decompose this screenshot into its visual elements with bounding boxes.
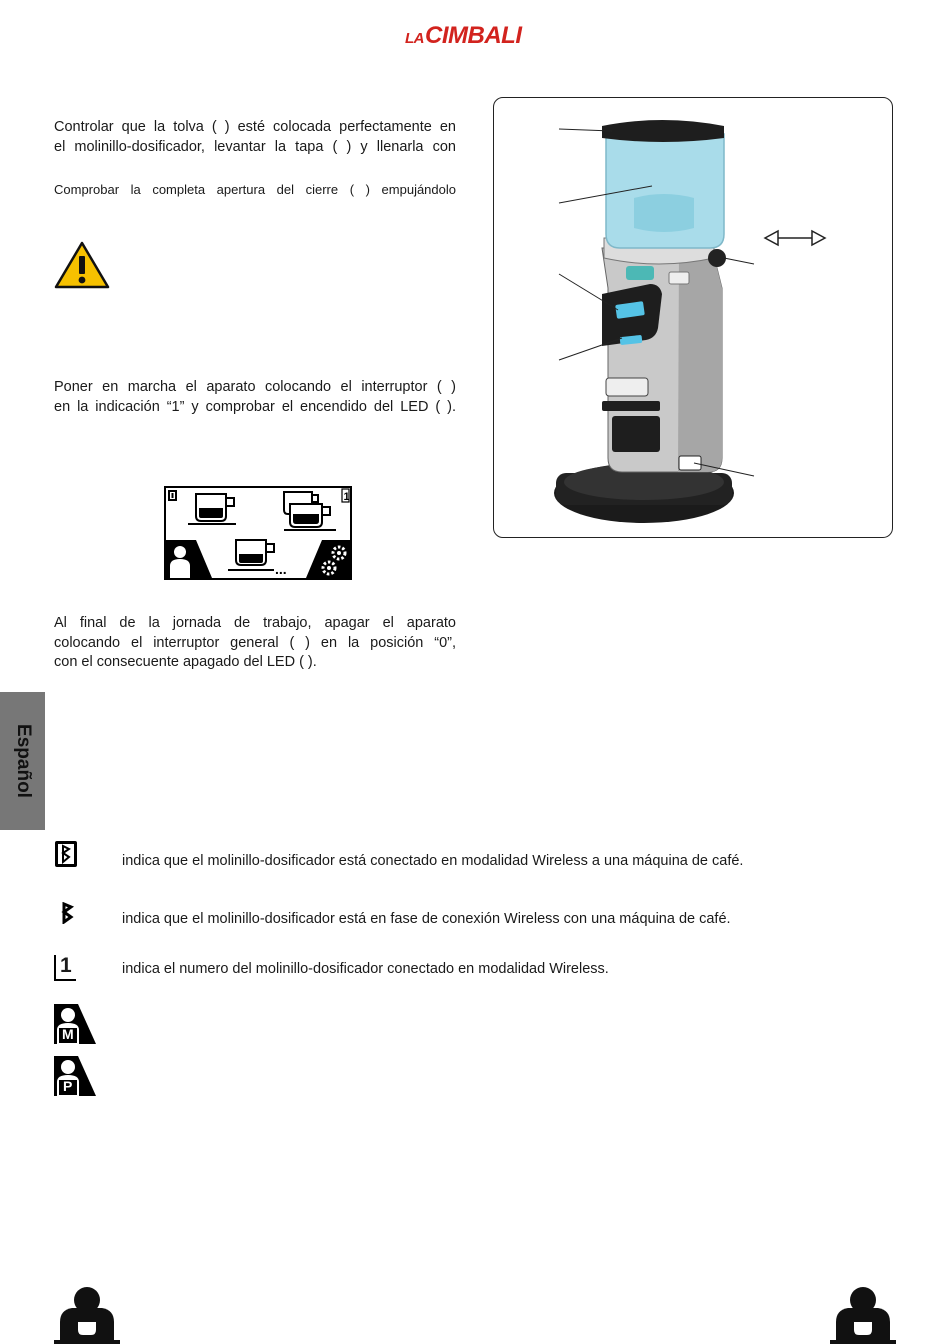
paragraph-line: Comprobar la completa apertura del cierre ( ) empujándolo (54, 182, 456, 197)
settings-button-icon (306, 540, 350, 578)
user-m-icon (54, 1004, 96, 1044)
cup-single-icon (188, 494, 236, 524)
logo-main: CIMBALI (425, 22, 522, 49)
paragraph-shutter (54, 180, 456, 200)
barista-icon-right (830, 1286, 896, 1344)
legend-text: indica el numero del molinillo-dosificador conectado en modalidad Wireless. (122, 961, 609, 977)
paragraph-line: con el consecuente apagado del LED ( ). (54, 654, 317, 670)
paragraph-line: el molinillo-dosificador, levantar la tapa ( ) y llenarla con (54, 138, 456, 155)
double-arrow-icon (765, 231, 825, 245)
warning-icon (54, 241, 110, 289)
user-button-icon (166, 540, 212, 578)
paragraph-switch-on (54, 378, 456, 417)
user-p-icon (54, 1056, 96, 1096)
paragraph-line: Al final de la jornada de trabajo, apagar el aparato (54, 615, 456, 631)
paragraph-line: en la indicación “1” y comprobar el encendido del LED ( ). (54, 398, 456, 415)
paragraph-line: Controlar que la tolva ( ) esté colocada perfectamente en (54, 119, 456, 135)
language-side-tab (0, 692, 45, 830)
grinder-illustration (494, 98, 892, 537)
paragraph-line: Poner en marcha el aparato colocando el interruptor ( ) (54, 379, 456, 395)
paragraph-hopper (54, 118, 456, 157)
user-m-glyph: M (62, 1026, 74, 1042)
svg-text:...: ... (275, 561, 287, 577)
legend-text: indica que el molinillo-dosificador está en fase de conexión Wireless con una máquina de café. (122, 911, 731, 927)
legend-text: indica que el molinillo-dosificador está conectado en modalidad Wireless a una máquina de café. (122, 853, 744, 869)
user-p-glyph: P (63, 1078, 73, 1094)
paragraph-line: colocando el interruptor general ( ) en la posición “0”, (54, 634, 456, 651)
brand-logo (405, 22, 545, 54)
display-graphic (166, 488, 350, 578)
logo-prefix: LA (405, 30, 424, 47)
barista-icon-left (54, 1286, 120, 1344)
language-label: Español (12, 724, 34, 798)
cup-double-icon (284, 492, 336, 530)
grinder-figure (493, 97, 893, 538)
wireless-connecting-icon (58, 902, 76, 924)
paragraph-switch-off (54, 614, 456, 673)
svg-text:1: 1 (343, 491, 350, 503)
display-screen (164, 486, 352, 580)
grinder-number-icon (54, 955, 76, 981)
grinder-number-glyph: 1 (60, 954, 72, 977)
wireless-connected-icon (54, 840, 78, 868)
cup-manual-icon (228, 540, 287, 577)
